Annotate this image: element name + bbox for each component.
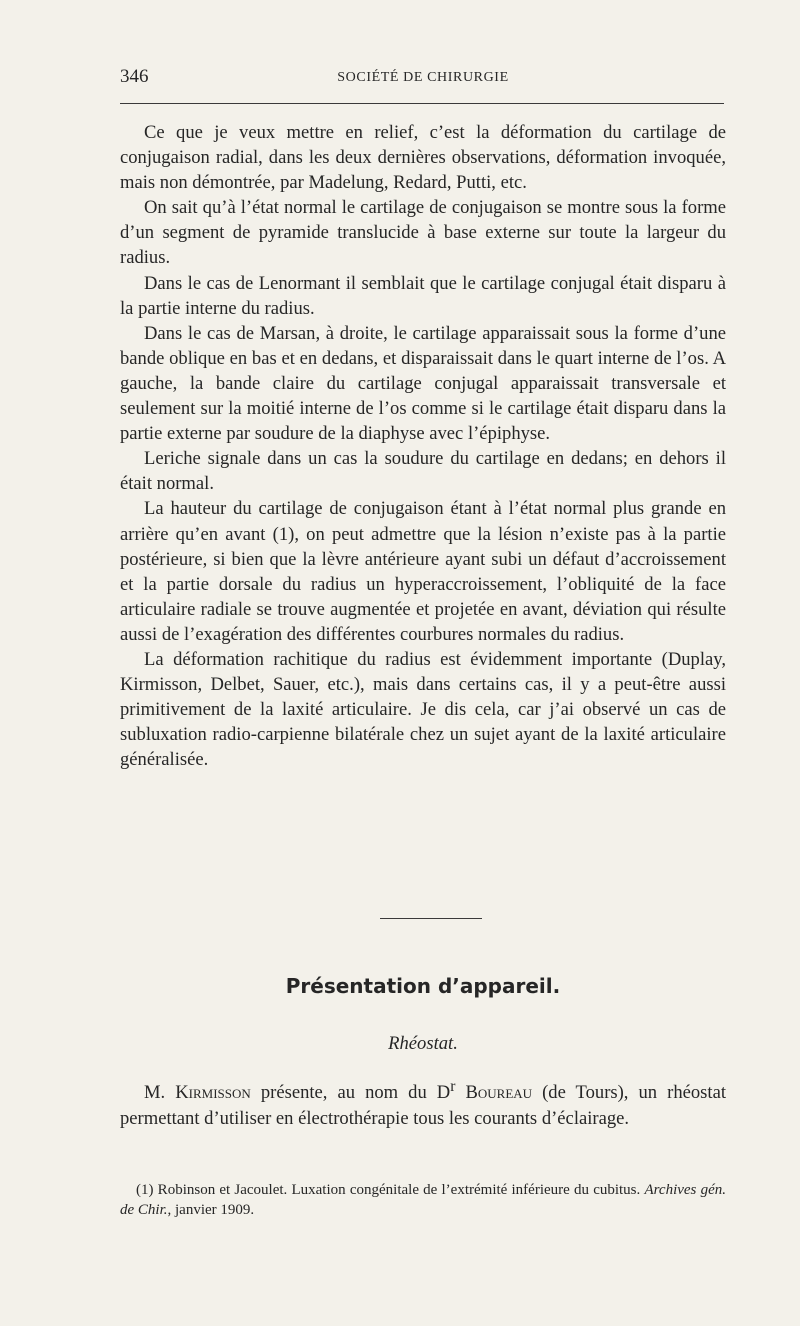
text-run [455, 1082, 465, 1103]
doctor-name: Boureau [465, 1082, 533, 1104]
text-run: présente, au nom du D [250, 1082, 451, 1104]
footnote [120, 1180, 726, 1220]
section-title: Présentation d’appareil. [285, 974, 561, 998]
superscript: r [450, 1078, 456, 1095]
paragraph: Leriche signale dans un cas la soudure du cartilage en dedans; en dehors il était normal. [120, 448, 726, 495]
section-divider [380, 918, 482, 919]
author-name: Kirmisson [175, 1082, 251, 1104]
paragraph: Dans le cas de Lenormant il semblait que le cartilage conjugal était disparu à la partie interne du radius. [120, 272, 726, 319]
text-run: (de Tours), un rhéostat permettant d’utiliser en électrothérapie tous les courants d’éclairage. [120, 1082, 726, 1129]
paragraph: On sait qu’à l’état normal le cartilage de conjugaison se montre sous la forme d’un segment de pyramide translucide à base externe sur toute la largeur du radius. [120, 197, 726, 269]
footnote-text: , janvier 1909. [167, 1202, 255, 1218]
paragraph: La hauteur du cartilage de conjugaison étant à l’état normal plus grande en arrière qu’en avant (1), on peut admettre que la lésion n’existe pas à la partie postérieure, si bien que la lèvre antérieure ayant subi un défaut d’accroissement et la partie dorsale du radius un hyperaccroissement, l’obliquité de la face articulaire radiale se trouve augmentée et projetée en avant, déviation qui résulte aussi de l’exagération des différentes courbures normales du radius. [120, 498, 726, 645]
footnote-text: (1) Robinson et Jacoulet. Luxation congénitale de l’extrémité inférieure du cubitus. [136, 1182, 645, 1198]
page-header [120, 66, 726, 96]
presentation-paragraph [120, 1074, 726, 1131]
header-rule [120, 103, 724, 104]
body-text [120, 120, 726, 772]
journal-title: Archives gén. de Chir. [120, 1182, 726, 1218]
paragraph: La déformation rachitique du radius est évidemment importante (Duplay, Kirmisson, Delbet, Sauer, etc.), mais dans certains cas, il y a peut-être aussi primitivement de la laxité articulaire. Je dis cela, car j’ai observé un cas de subluxation radio-carpienne bilatérale chez un sujet ayant de la laxité articulaire généralisée. [120, 648, 726, 771]
subsection-title: Rhéostat. [388, 1033, 458, 1054]
paragraph: Dans le cas de Marsan, à droite, le cartilage apparaissait sous la forme d’une bande oblique en bas et en dedans, et disparaissait dans le quart interne de l’os. A gauche, la bande claire du cartilage conjugal apparaissait transversale et seulement sur la moitié interne de l’os comme si le cartilage était disparu dans la partie externe par soudure de la diaphyse avec l’épiphyse. [120, 322, 726, 445]
page-number: 346 [120, 66, 149, 87]
text-run: M. [144, 1082, 176, 1104]
running-title: SOCIÉTÉ DE CHIRURGIE [337, 70, 509, 85]
paragraph: Ce que je veux mettre en relief, c’est la déformation du cartilage de conjugaison radial, dans les deux dernières observations, déformation invoquée, mais non démontrée, par Madelung, Redard, Putti, etc. [120, 122, 726, 194]
